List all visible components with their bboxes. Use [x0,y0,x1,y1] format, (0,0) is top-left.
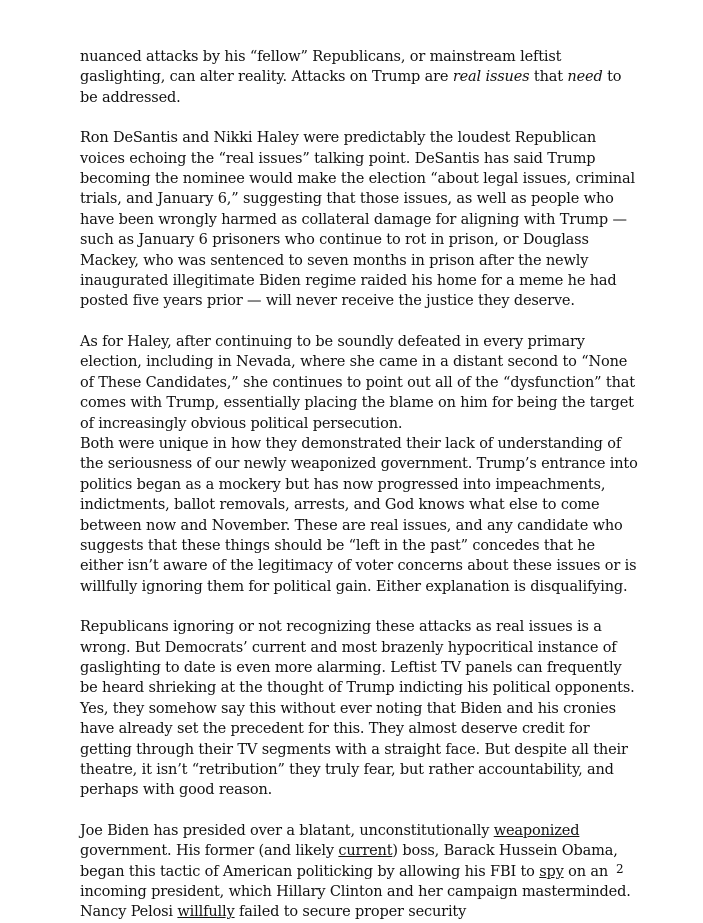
text-segment: on an incoming president, which Hillary Clinton and her campaign masterminded. Nancy Pelosi [80,863,631,921]
underlined-willfully: willfully [177,904,235,921]
paragraph-1 [80,47,640,108]
page-number: 2 [616,862,624,876]
underlined-weaponized: weaponized [493,822,580,839]
underlined-spy: spy [539,863,564,880]
text-segment: ) boss, Barack Hussein Obama, began this tactic of American politicking by allowing his FBI to [80,843,618,880]
text-segment: failed to secure proper security [234,904,467,921]
document-body [80,47,640,923]
underlined-current: current [338,843,393,860]
text-segment: Ron DeSantis and Nikki Haley were predictably the loudest Republican voices echoing the “real issues” talking point. DeSantis has said Trump becoming the nominee would make the election “about legal issues, criminal trials, and January 6,” suggesting that those issues, as well as people who have been wrongly harmed as collateral damage for aligning with Trump — such as January 6 prisoners who continue to rot in prison, or Douglass Mackey, who was sentenced to seven months in prison after the newly inaugurated illegitimate Biden regime raided his home for a meme he had posted five years prior — will never receive the justice they deserve. [80,130,635,310]
text-segment: Joe Biden has presided over a blatant, unconstitutionally [80,822,494,839]
emphasis-real-issues: real issues [452,69,530,86]
paragraph-2 [80,128,640,312]
text-segment: government. His former (and likely [80,843,339,860]
text-segment: Both were unique in how they demonstrated their lack of understanding of the seriousness of our newly weaponized government. Trump’s entrance into politics began as a mockery but has now progressed into impeachments, indictments, ballot removals, arrests, and God knows what else to come between now and November. These are real issues, and any candidate who suggests that these things should be “left in the past” concedes that he either isn’t aware of the legitimacy of voter concerns about these issues or is willfully ignoring them for political gain. Either explanation is disqualifying. [80,435,638,595]
text-segment: Republicans ignoring or not recognizing these attacks as real issues is a wrong. But Democrats’ current and most brazenly hypocritical instance of gaslighting to date is even more alarming. Leftist TV panels can frequently be heard shrieking at the thought of Trump indicting his political opponents. Yes, they somehow say this without ever noting that Biden and his cronies have already set the precedent for this. They almost deserve credit for getting through their TV segments with a straight face. But despite all their theatre, it isn’t “retribution” they truly fear, but rather accountability, and perhaps with good reason. [80,619,635,799]
emphasis-need: need [567,69,603,86]
text-segment: to be addressed. [80,69,622,106]
paragraph-6 [80,821,640,923]
text-segment: that [529,69,568,86]
text-segment: nuanced attacks by his “fellow” Republicans, or mainstream leftist gaslighting, can alter reality. Attacks on Trump are [80,49,562,86]
paragraph-3 [80,332,640,434]
text-segment: As for Haley, after continuing to be soundly defeated in every primary election, including in Nevada, where she came in a distant second to “None of These Candidates,” she continues to point out all of the “dysfunction” that comes with Trump, essentially placing the blame on him for being the target of increasingly obvious political persecution. [80,333,635,432]
paragraph-4 [80,434,640,597]
paragraph-5 [80,617,640,801]
